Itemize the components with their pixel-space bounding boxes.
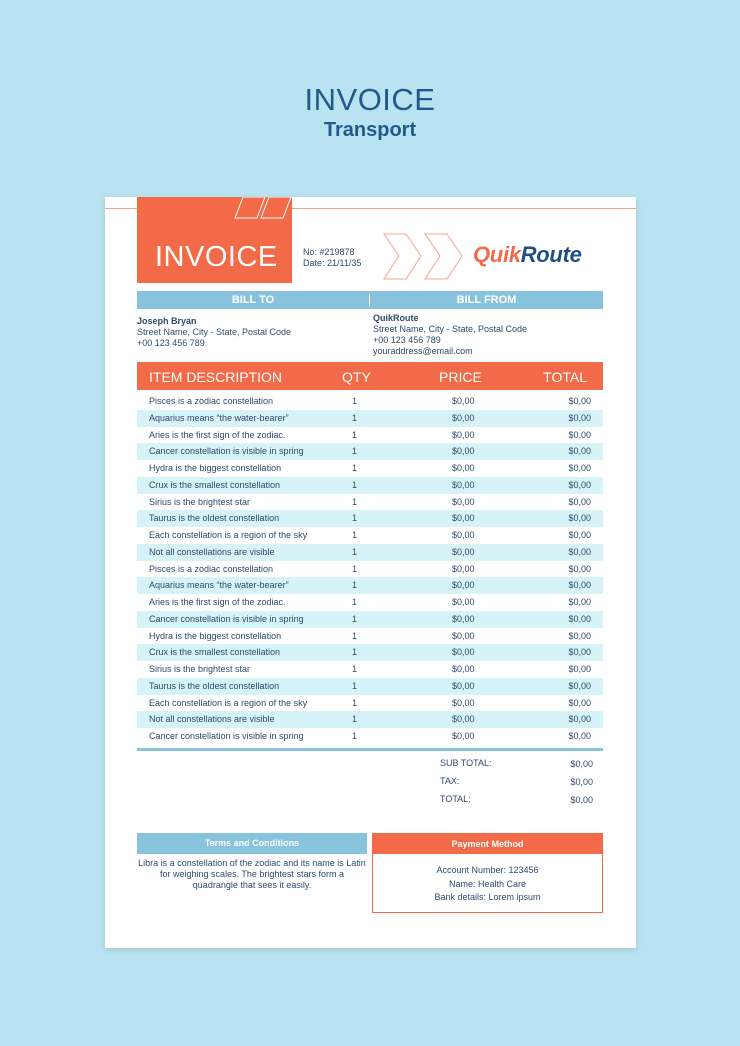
item-description: Hydra is the biggest constellation [149, 463, 282, 473]
item-price: $0,00 [452, 479, 475, 490]
item-description: Aries is the first sign of the zodiac. [149, 429, 286, 440]
bill-to-details [137, 316, 291, 349]
item-total: $0,00 [568, 630, 591, 641]
bill-from-name: QuikRoute [373, 313, 419, 323]
item-total: $0,00 [568, 446, 591, 457]
page-title: INVOICE [304, 82, 436, 117]
brand-part-1: Quik [473, 242, 521, 267]
item-total: $0,00 [568, 479, 591, 490]
item-price: $0,00 [452, 563, 475, 574]
subtotal-value: $0,00 [570, 759, 593, 769]
invoice-date: Date: 21/11/35 [303, 258, 362, 268]
header-description: ITEM DESCRIPTION [149, 369, 283, 385]
table-row [137, 628, 603, 645]
payment-details [373, 854, 602, 905]
item-price: $0,00 [452, 530, 475, 540]
item-qty: 1 [352, 412, 358, 423]
item-qty: 1 [352, 396, 358, 406]
bill-to-address: Street Name, City - State, Postal Code [137, 327, 292, 337]
item-price: $0,00 [452, 429, 475, 440]
item-total: $0,00 [568, 496, 591, 507]
table-row [137, 728, 603, 745]
table-row [137, 695, 603, 712]
bill-to-phone: +00 123 456 789 [137, 338, 205, 348]
item-qty: 1 [352, 597, 358, 607]
item-price: $0,00 [452, 496, 475, 507]
item-total: $0,00 [568, 664, 591, 674]
bill-from-email: youraddress@email.com [373, 346, 473, 356]
payment-header: Payment Method [373, 834, 602, 854]
bill-from-label: BILL FROM [456, 294, 517, 306]
payment-account: Account Number: 123456 [436, 865, 539, 875]
item-qty: 1 [352, 613, 358, 624]
item-total: $0,00 [568, 597, 591, 607]
payment-bank: Bank details: Lorem ipsum [434, 892, 541, 902]
item-price: $0,00 [452, 680, 475, 691]
bill-to-name: Joseph Bryan [137, 316, 197, 326]
header-price: PRICE [439, 369, 482, 385]
bill-to-label: BILL TO [231, 294, 275, 306]
table-row [137, 594, 603, 611]
item-qty: 1 [352, 697, 358, 708]
item-description: Cancer constellation is visible in spring [149, 613, 304, 624]
item-qty: 1 [352, 546, 358, 557]
item-price: $0,00 [452, 697, 475, 708]
subtotal-label: SUB TOTAL: [440, 758, 492, 768]
chevrons-icon [383, 233, 467, 281]
table-row [137, 544, 603, 561]
item-qty: 1 [352, 496, 358, 507]
item-price: $0,00 [452, 446, 475, 457]
table-row [137, 661, 603, 678]
brand-part-2: Route [520, 242, 582, 267]
item-qty: 1 [352, 463, 358, 473]
item-price: $0,00 [452, 613, 475, 624]
item-price: $0,00 [452, 396, 475, 406]
tax-value: $0,00 [570, 777, 593, 787]
item-total: $0,00 [568, 412, 591, 423]
item-qty: 1 [352, 530, 358, 540]
table-row [137, 611, 603, 628]
total-label: TOTAL: [440, 794, 471, 804]
item-qty: 1 [352, 446, 358, 457]
item-total: $0,00 [568, 714, 591, 725]
item-qty: 1 [352, 731, 358, 741]
subtotal-row [440, 758, 593, 776]
item-price: $0,00 [452, 546, 475, 557]
item-qty: 1 [352, 714, 358, 725]
table-row [137, 678, 603, 695]
header-decoration-icon [105, 197, 636, 227]
table-row [137, 644, 603, 661]
invoice-meta [303, 247, 361, 269]
item-description: Crux is the smallest constellation [149, 479, 281, 490]
item-qty: 1 [352, 647, 358, 658]
item-total: $0,00 [568, 429, 591, 440]
item-description: Not all constellations are visible [149, 714, 275, 725]
items-table-rule [137, 748, 603, 751]
item-total: $0,00 [568, 513, 591, 524]
item-description: Aquarius means “the water-bearer” [149, 580, 289, 591]
payment-box [372, 833, 603, 913]
item-description: Crux is the smallest constellation [149, 647, 281, 658]
item-description: Cancer constellation is visible in spring [149, 446, 304, 457]
total-row [440, 794, 593, 812]
terms-header: Terms and Conditions [137, 833, 367, 854]
item-price: $0,00 [452, 731, 475, 741]
bill-from-address: Street Name, City - State, Postal Code [373, 324, 528, 334]
tax-row [440, 776, 593, 794]
invoice-number: No: #219878 [303, 247, 355, 257]
item-price: $0,00 [452, 714, 475, 725]
item-total: $0,00 [568, 563, 591, 574]
items-table-header [137, 362, 603, 390]
table-row [137, 510, 603, 527]
item-price: $0,00 [452, 463, 475, 473]
item-total: $0,00 [568, 546, 591, 557]
item-total: $0,00 [568, 396, 591, 406]
item-total: $0,00 [568, 731, 591, 741]
item-description: Taurus is the oldest constellation [149, 513, 280, 524]
table-row [137, 577, 603, 594]
item-description: Aries is the first sign of the zodiac. [149, 597, 286, 607]
item-qty: 1 [352, 680, 358, 691]
payment-name: Name: Health Care [448, 878, 527, 889]
item-qty: 1 [352, 513, 358, 524]
brand-logo [473, 242, 582, 268]
item-qty: 1 [352, 664, 358, 674]
item-total: $0,00 [568, 463, 591, 473]
invoice-label: INVOICE [155, 241, 278, 273]
total-value: $0,00 [570, 795, 593, 805]
table-row [137, 410, 603, 427]
tax-label: TAX: [440, 776, 460, 786]
table-row [137, 494, 603, 511]
table-row [137, 427, 603, 444]
item-description: Sirius is the brightest star [149, 496, 251, 507]
item-price: $0,00 [452, 630, 475, 641]
item-price: $0,00 [452, 597, 475, 607]
item-price: $0,00 [452, 513, 475, 524]
item-price: $0,00 [452, 412, 475, 423]
table-row [137, 477, 603, 494]
table-row [137, 393, 603, 410]
item-qty: 1 [352, 630, 358, 641]
item-description: Each constellation is a region of the sky [149, 697, 308, 708]
item-total: $0,00 [568, 680, 591, 691]
item-qty: 1 [352, 580, 358, 591]
header-total: TOTAL [543, 369, 587, 385]
item-qty: 1 [352, 479, 358, 490]
invoice-sheet [105, 197, 636, 948]
page-subtitle: Transport [323, 119, 417, 141]
table-row [137, 561, 603, 578]
item-description: Pisces is a zodiac constellation [149, 396, 274, 406]
table-row [137, 711, 603, 728]
item-price: $0,00 [452, 647, 475, 658]
item-price: $0,00 [452, 664, 475, 674]
item-qty: 1 [352, 429, 358, 440]
item-description: Aquarius means “the water-bearer” [149, 412, 289, 423]
item-total: $0,00 [568, 647, 591, 658]
item-description: Pisces is a zodiac constellation [149, 563, 274, 574]
terms-text: Libra is a constellation of the zodiac and its name is Latin for weighing scales. The brightest stars form a quadrangle that sees it easily. [138, 858, 366, 890]
item-total: $0,00 [568, 697, 591, 708]
item-total: $0,00 [568, 580, 591, 591]
items-table-body [137, 393, 603, 745]
item-description: Not all constellations are visible [149, 546, 275, 557]
item-description: Taurus is the oldest constellation [149, 680, 280, 691]
item-total: $0,00 [568, 530, 591, 540]
table-row [137, 527, 603, 544]
item-description: Hydra is the biggest constellation [149, 630, 282, 641]
item-description: Each constellation is a region of the sky [149, 530, 308, 540]
bill-from-phone: +00 123 456 789 [373, 335, 441, 345]
item-price: $0,00 [452, 580, 475, 591]
item-qty: 1 [352, 563, 358, 574]
bill-bar [137, 291, 603, 309]
totals [440, 758, 593, 812]
item-total: $0,00 [568, 613, 591, 624]
header-qty: QTY [342, 369, 371, 385]
bill-from-details [373, 313, 527, 357]
item-description: Sirius is the brightest star [149, 664, 251, 674]
table-row [137, 460, 603, 477]
item-description: Cancer constellation is visible in spring [149, 731, 304, 741]
table-row [137, 443, 603, 460]
